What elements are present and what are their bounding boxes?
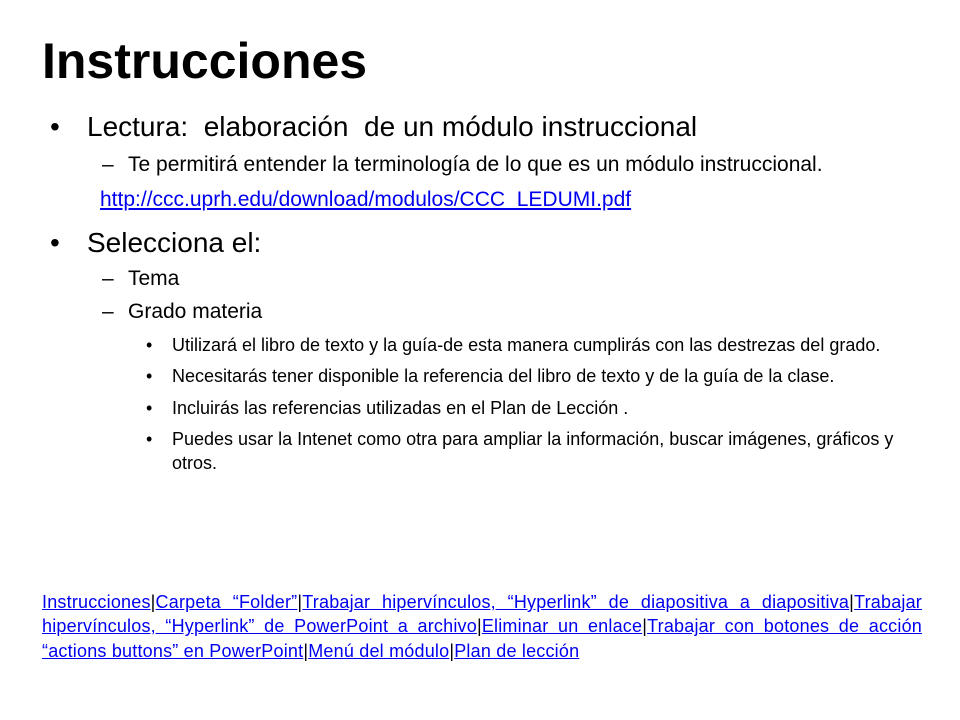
nav-link-hipervinculos-archivo[interactable]: Trabajar hipervínculos, “Hyperlink” de PowerPoint a archivo xyxy=(42,592,923,637)
nav-separator: | xyxy=(449,640,455,661)
nav-link-carpeta[interactable]: Carpeta “Folder” xyxy=(155,592,298,612)
detail-item-internet xyxy=(50,428,930,475)
module-navigation-bar xyxy=(42,590,922,663)
bullet-icon: • xyxy=(146,429,153,450)
sub-text-terminologia: Te permitirá entender la terminología de lo que es un módulo instruccional. xyxy=(128,152,823,176)
dash-icon: – xyxy=(102,299,114,323)
nav-link-instrucciones[interactable]: Instrucciones xyxy=(42,592,151,612)
sub-text-grado: Grado materia xyxy=(128,299,263,323)
page-title: Instrucciones xyxy=(42,33,368,89)
bullet-icon: • xyxy=(146,397,153,418)
bullet-icon: • xyxy=(50,111,60,142)
bullet-text-selecciona: Selecciona el: xyxy=(87,226,262,258)
detail-text-internet: Puedes usar la Intenet como otra para ampliar la información, buscar imágenes, gráficos y otros. xyxy=(172,429,894,473)
detail-item-referencia xyxy=(50,365,930,388)
bullet-icon: • xyxy=(50,226,60,258)
dash-icon: – xyxy=(102,152,114,176)
nav-link-botones-accion[interactable]: Trabajar con botones de acción “actions buttons” en PowerPoint xyxy=(42,616,922,661)
detail-item-plan xyxy=(50,397,930,420)
nav-separator: | xyxy=(642,616,648,637)
detail-item-libro xyxy=(50,334,930,357)
sub-item-tema xyxy=(50,266,930,291)
bullet-icon: • xyxy=(146,334,153,355)
nav-separator: | xyxy=(303,640,309,661)
slide-body xyxy=(50,110,930,475)
bullet-item-lectura xyxy=(50,110,930,144)
bullet-item-selecciona xyxy=(50,226,930,260)
detail-text-libro: Utilizará el libro de texto y la guía-de esta manera cumplirás con las destrezas del grado. xyxy=(172,334,881,355)
dash-icon: – xyxy=(102,266,114,290)
detail-text-referencia: Necesitarás tener disponible la referencia del libro de texto y de la guía de la clase. xyxy=(172,366,835,387)
module-pdf-link[interactable]: http://ccc.uprh.edu/download/modulos/CCC_LEDUMI.pdf xyxy=(100,187,632,211)
nav-separator: | xyxy=(297,592,303,612)
nav-link-eliminar-enlace[interactable]: Eliminar un enlace xyxy=(481,616,643,637)
nav-separator: | xyxy=(476,616,482,637)
module-link-line xyxy=(50,187,930,212)
sub-item-terminologia xyxy=(50,152,930,177)
sub-text-tema: Tema xyxy=(128,266,180,290)
sub-item-grado xyxy=(50,299,930,324)
detail-text-plan: Incluirás las referencias utilizadas en el Plan de Lección . xyxy=(172,397,629,418)
bullet-text-lectura: Lectura: elaboración de un módulo instruccional xyxy=(87,111,698,142)
nav-link-plan-leccion[interactable]: Plan de lección xyxy=(454,640,580,661)
nav-link-hipervinculos-diapositiva[interactable]: Trabajar hipervínculos, “Hyperlink” de diapositiva a diapositiva xyxy=(302,592,850,612)
nav-link-menu-modulo[interactable]: Menú del módulo xyxy=(308,640,450,661)
nav-separator: | xyxy=(150,592,156,612)
nav-separator: | xyxy=(849,592,855,612)
bullet-icon: • xyxy=(146,366,153,387)
